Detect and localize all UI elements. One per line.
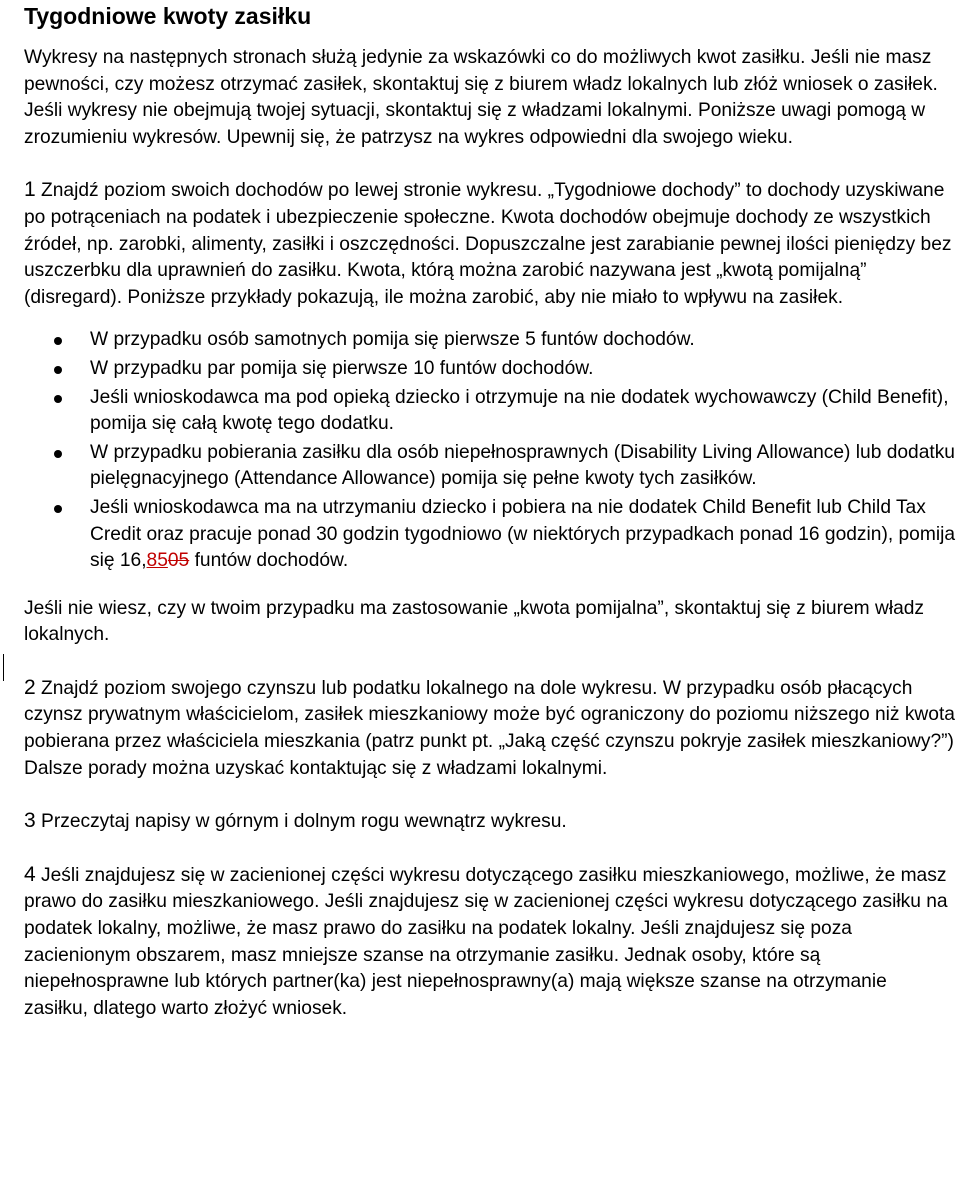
list-item-text-end: funtów dochodów. (189, 550, 349, 572)
step-1-paragraph (24, 177, 956, 311)
list-item-text: W przypadku par pomija się pierwsze 10 funtów dochodów. (90, 357, 594, 379)
bullet-icon (54, 366, 62, 374)
step-2-text: Znajdź poziom swojego czynszu lub podatku lokalnego na dole wykresu. W przypadku osób płacących czynsz prywatnym właścicielom, zasiłek mieszkaniowy może być ograniczony do poziomu niższego niż kwota pobierana przez właściciela mieszkania (patrz punkt pt. „Jaką część czynszu pokryje zasiłek mieszkaniowy?”) Dalsze porady można uzyskać kontaktując się z władzami lokalnymi. (24, 677, 955, 779)
list-item-text: Jeśli wnioskodawca ma pod opieką dziecko i otrzymuje na nie dodatek wychowawczy (Child Benefit), pomija się całą kwotę tego dodatku. (90, 386, 949, 435)
deleted-revision-text: 05 (167, 550, 190, 572)
step-3-paragraph (24, 808, 956, 836)
list-item (24, 356, 956, 383)
page-title: Tygodniowe kwoty zasiłku (24, 3, 312, 29)
step-4-paragraph (24, 862, 956, 1023)
list-item (24, 385, 956, 438)
list-item-text: W przypadku pobierania zasiłku dla osób niepełnosprawnych (Disability Living Allowance) lub dodatku pielęgnacyjnego (Attendance Allowance) pomija się pełne kwoty tych zasiłków. (90, 441, 955, 490)
list-item-text: Jeśli wnioskodawca ma na utrzymaniu dziecko i pobiera na nie dodatek Child Benefit lub Child Tax Credit oraz pracuje ponad 30 godzin tygodniowo (w niektórych przypadkach ponad 16 godzin), pomija się 16, (90, 496, 956, 572)
bullet-icon (54, 450, 62, 458)
list-item (24, 327, 956, 354)
inserted-revision-text: 85 (146, 550, 168, 572)
step-3-number: 3 (24, 809, 36, 833)
step-2-number: 2 (24, 675, 36, 699)
step-3-text: Przeczytaj napisy w górnym i dolnym rogu wewnątrz wykresu. (41, 811, 567, 833)
document-page (24, 0, 956, 1022)
step-4-number: 4 (24, 862, 36, 886)
step-1-number: 1 (24, 178, 36, 202)
list-item (24, 440, 956, 493)
bullet-icon (54, 395, 62, 403)
disregard-list (24, 327, 956, 574)
revision-change-bar (3, 654, 4, 681)
bullet-icon (54, 505, 62, 513)
step-4-text: Jeśli znajdujesz się w zacienionej części wykresu dotyczącego zasiłku mieszkaniowego, możliwe, że masz prawo do zasiłku mieszkaniowego. Jeśli znajdujesz się w zacienionej części wykresu dotyczącego zasiłku na podatek lokalny, możliwe, że masz prawo do zasiłku na podatek lokalny. Jeśli znajdujesz się poza zacienionym obszarem, masz mniejsze szanse na otrzymanie zasiłku. Jednak osoby, które są niepełnosprawne lub których partner(ka) jest niepełnosprawny(a) mają większe szanse na otrzymanie zasiłku, dlatego warto złożyć wniosek. (24, 864, 948, 1019)
disregard-note-paragraph: Jeśli nie wiesz, czy w twoim przypadku ma zastosowanie „kwota pomijalna”, skontaktuj się z biurem władz lokalnych. (24, 597, 925, 646)
list-item (24, 495, 956, 575)
intro-paragraph: Wykresy na następnych stronach służą jedynie za wskazówki co do możliwych kwot zasiłku. Jeśli nie masz pewności, czy możesz otrzymać zasiłek, skontaktuj się z biurem władz lokalnych lub złóż wniosek o zasiłek. Jeśli wykresy nie obejmują twojej sytuacji, skontaktuj się z władzami lokalnymi. Poniższe uwagi pomogą w zrozumieniu wykresów. Upewnij się, że patrzysz na wykres odpowiedni dla swojego wieku. (24, 47, 938, 148)
step-1-text: Znajdź poziom swoich dochodów po lewej stronie wykresu. „Tygodniowe dochody” to dochody uzyskiwane po potrąceniach na podatek i ubezpieczenie społeczne. Kwota dochodów obejmuje dochody ze wszystkich źródeł, np. zarobki, alimenty, zasiłki i oszczędności. Dopuszczalne jest zarabianie pewnej ilości pieniędzy bez uszczerbku dla uprawnień do zasiłku. Kwota, którą można zarobić nazywana jest „kwotą pomijalną” (disregard). Poniższe przykłady pokazują, ile można zarobić, aby nie miało to wpływu na zasiłek. (24, 180, 952, 308)
bullet-icon (54, 337, 62, 345)
list-item-text: W przypadku osób samotnych pomija się pierwsze 5 funtów dochodów. (90, 329, 695, 351)
step-2-paragraph (24, 675, 956, 782)
